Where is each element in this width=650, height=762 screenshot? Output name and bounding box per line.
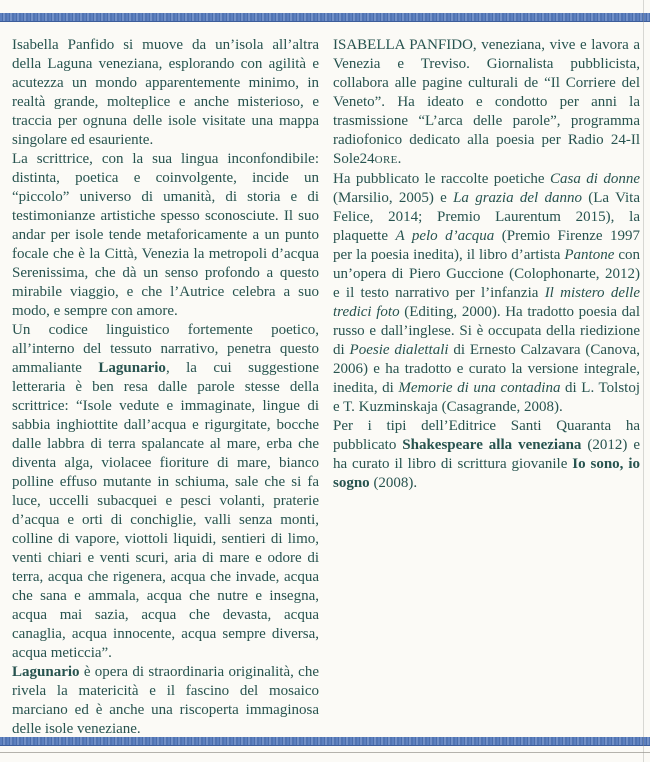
bold-text-run: Io sono, io sogno: [333, 456, 641, 491]
right-text-column: [333, 36, 640, 739]
text-run: Per i tipi dell’Editrice Santi Quaranta ha pubblicato: [333, 418, 640, 453]
text-run: (Marsilio, 2005) e: [333, 190, 454, 206]
left-text-column: [12, 36, 319, 739]
text-run: La scrittrice, con la sua lingua inconfondibile: distinta, poetica e coinvolgente, incide un “piccolo” universo di umanità, di storia e di testimonianze artistiche spesso sconosciute. Il suo andar per isole tende metaforicamente a un punto focale che è la Città, Venezia la metropoli d’acqua Serenissima, che dà un senso profondo a questo mirabile viaggio, e che l’Autrice celebra a suo modo, e sempre con amore.: [12, 151, 319, 319]
paragraph: [12, 321, 319, 663]
paragraph: [333, 36, 640, 170]
paragraph: [12, 150, 319, 321]
text-run: di L. Tolstoj e T. Kuzminskaja (Casagrande, 2008).: [333, 380, 640, 415]
italic-text-run: Il mistero delle tredici foto: [333, 285, 640, 320]
page-fold-line: [643, 0, 644, 762]
text-run: (Editing, 2000). Ha tradotto poesia dal russo e dall’inglese. Si è occupata della riedizione di: [333, 304, 640, 358]
bottom-hairline-rule: [0, 752, 650, 753]
paragraph: [333, 170, 640, 417]
text-run: di Ernesto Calzavara (Canova, 2006) e ha tradotto e curato la versione integrale, inedita, di: [333, 342, 640, 396]
bold-text-run: Shakespeare alla veneziana: [402, 437, 582, 453]
paragraph: [12, 36, 319, 150]
bold-text-run: Lagunario: [98, 360, 166, 376]
bold-text-run: Lagunario: [12, 664, 80, 680]
italic-text-run: Pantone: [564, 247, 615, 263]
text-run: con un’opera di Piero Guccione (Colophonarte, 2012) e il testo narrativo per l’infanzia: [333, 247, 640, 301]
text-run: (2008).: [369, 475, 418, 491]
two-column-text-block: [12, 36, 640, 739]
italic-text-run: Memorie di una contadina: [398, 380, 561, 396]
text-run: (La Vita Felice, 2014; Premio Laurentum 2015), la plaquette: [333, 190, 641, 244]
text-run: Isabella Panfido si muove da un’isola all’altra della Laguna veneziana, esplorando con agilità e acutezza un mondo apparentemente minimo, in realtà grande, molteplice e anche misterioso, e traccia per ognuna delle isole visitate una mappa singolare ed esauriente.: [12, 37, 319, 148]
italic-text-run: Poesie dialettali: [349, 342, 449, 358]
text-run: (Premio Firenze 1997 per la poesia inedita), il libro d’artista: [333, 228, 640, 263]
italic-text-run: Casa di donne: [550, 171, 641, 187]
italic-text-run: A pelo d’acqua: [395, 228, 495, 244]
text-run: , la cui suggestione letteraria è ben resa dalle parole stesse della scrittrice: “Isole vedute e immaginate, lingue di sabbia inghiottite dall’acqua e rigurgitate, bocche dalle labbra di terra spalancate al mare, erba che diventa alga, violacee fioriture di mare, bianco polline effuso mutante in schiuma, sale che si fa luce, uccelli subacquei e pesci volanti, praterie d’acqua e orti di conchiglie, valli senza monti, colline di vapore, viottoli liquidi, sentieri di limo, venti chiari e venti scuri, aria di mare e odore di terra, acqua che rigenera, acqua che invade, acqua che sana e ammala, acqua che nutre e insegna, acqua mai sazia, acqua che devasta, acqua canaglia, acqua innocente, acqua sempre diversa, acqua meticcia”.: [12, 360, 319, 661]
text-run: ISABELLA PANFIDO, veneziana, vive e lavora a Venezia e Treviso. Giornalista pubblicista, collabora alle pagine culturali de “Il Corriere del Veneto”. Ha ideato e condotto per anni la trasmissione “L’arca delle parole”, programma radiofonico dedicato alla poesia per Radio 24-Il Sole24: [333, 37, 640, 167]
top-border-bar: [0, 13, 650, 22]
text-run: .: [397, 151, 402, 167]
paragraph: [12, 663, 319, 739]
small-text-run: ORE: [374, 154, 398, 166]
paragraph: [333, 417, 640, 493]
text-run: Un codice linguistico fortemente poetico, all’interno del tessuto narrativo, penetra questo ammaliante: [12, 322, 319, 376]
text-run: è opera di straordinaria originalità, che rivela la matericità e il fascino del mosaico marciano ed è anche una riscoperta immaginosa delle isole veneziane.: [12, 664, 319, 737]
bottom-border-bar: [0, 737, 650, 746]
italic-text-run: La grazia del danno: [453, 190, 582, 206]
text-run: (2012) e ha curato il libro di scrittura giovanile: [333, 437, 640, 472]
text-run: Ha pubblicato le raccolte poetiche: [333, 171, 550, 187]
